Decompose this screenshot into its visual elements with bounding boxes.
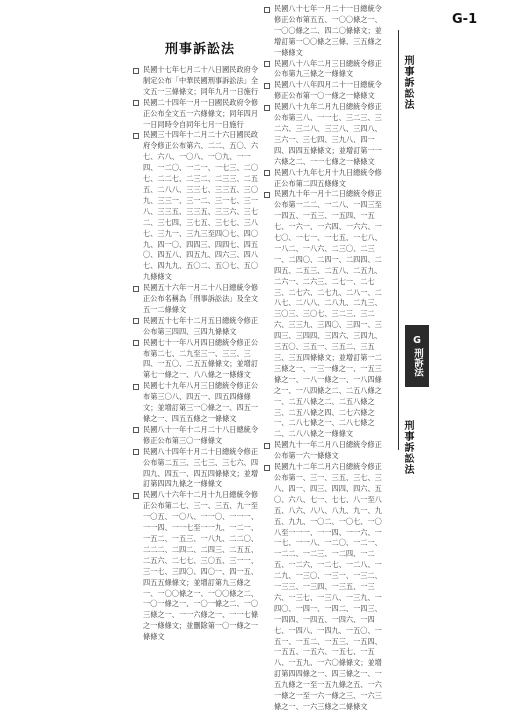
document-title: 刑事訴訟法: [164, 42, 235, 57]
entry-text: 民國七十一年八月四日總統令修正公布第二七、二九至三一、三三、三四、一五〇、二五五條條文；並增訂第七一條之一、八八條之一條條文: [143, 337, 259, 380]
legislative-history-entry: [264, 4, 388, 59]
entry-text: 民國八十八年四月二十一日總統令修正公布第一〇一條之一條條文: [274, 80, 382, 101]
entry-bullet-icon: [133, 427, 139, 433]
entry-text: 民國九十二年二月六日總統令修正公布第一、三一、三五、三七、三八、四一、四三、四四、四六、五〇、六八、七一、七七、八一至八五、八六、八八、八九、九一、九五、九九、一〇二、一〇七、一〇八至一一一、一一四、一一六、一一七、一一八、一二〇、一二一、一二二、一二三、一二四、一二五、一二六、一二七、一二八、一二九、一三〇、一三一、一三二、一三三、一三四、一三五、一三六、一三七、一三八、一三九、一四〇、一四一、一四二、一四三、一四四、一四五、一四六、一四七、一四八、一四九、一五〇、一五一、一五二、一五三、一五四、一五五、一五六、一五七、一五八、一五九、一六〇條條文；並增訂第四四條之一、四三條之一、一五九條之一至一五九條之五、一六一條之一至一六一條之三、一六三條之一、一六三條之二條條文: [274, 462, 382, 711]
entry-bullet-icon: [133, 286, 139, 292]
entry-text: 民國八十九年二月九日總統令修正公布第三八、一一七、三二三、三二六、三二八、三三八、三四八、三六一、三七四、三九八、四一四、四四五條條文；並增訂第一一六條之二、一一七條之一條條文: [274, 102, 382, 166]
entry-bullet-icon: [133, 318, 139, 324]
legislative-history-entry: [133, 98, 265, 131]
chapter-tab-top: 刑事訴訟法: [402, 55, 413, 110]
entry-bullet-icon: [264, 465, 270, 471]
entry-bullet-icon: [133, 100, 139, 106]
entry-bullet-icon: [133, 68, 139, 74]
entry-text: 民國五十七年十二月五日總統令修正公布第三四四、三四九條條文: [143, 315, 259, 336]
legislative-history-entry: [133, 490, 265, 643]
entry-text: 民國三十四年十二月二十六日國民政府令修正公布第六、二二、五〇、六七、六八、一〇八、一〇九、一一四、一二〇、一二一、一七三、二〇七、二二七、二三二、二三三、二五五、二八八、三三七、三三五、三〇九、三三一、三一二、三一七、三一八、三三五、三三五、三三六、三七二、三七四、三七五、三七七、三八七、三九一、三九三至四〇七、四〇九、四一〇、四四三、四四七、四五〇、四五八、四五九、四六三、四八七、四九九、五〇二、五〇七、五〇九條條文: [143, 130, 259, 282]
legislative-history-entry: [133, 65, 265, 98]
entry-text: 民國九十年一月十二日總統令修正公布第一二二、一二八、一四三至一四五、一五三、一五四、一五七、一六一、一六四、一六六、一七〇、一七一、一七五、一七八、一八二、一八六、二三〇、二三一、二四〇、二四一、二四四、二四五、二五三、二五八、二五九、二六一、二六三、二七一、二七三、二七六、二七九、二八一、二八七、二八八、二八九、二九三、三〇三、三〇七、三二三、三二六、三三九、三四〇、三四一、三四三、三四四、三四六、三四九、三五〇、三五一、三五二、三五三、三五四條條文；並增訂第一二三條之一、一三一條之一、一五三條之一、一八一條之一、一八四條之一、一八四條之二、二五八條之一、二五八條之二、二五八條之三、二五八條之四、二七六條之一、二八七條之一、二八七條之二、二八八條之一條條文: [274, 189, 382, 439]
entry-bullet-icon: [264, 105, 270, 111]
entry-bullet-icon: [264, 192, 270, 198]
legislative-history-entry: [133, 381, 265, 425]
entry-text: 民國八十八年二月三日總統令修正公布第九三條之一條條文: [274, 58, 382, 79]
entry-bullet-icon: [264, 83, 270, 89]
entry-text: 民國八十九年七月十九日總統令修正公布第二四五條條文: [274, 167, 382, 188]
legislative-history-entry: [264, 102, 388, 167]
legislative-history-entry: [264, 189, 388, 440]
chapter-tab-bottom: 刑事訴訟法: [402, 420, 413, 475]
legislative-history-entry: [133, 447, 265, 491]
entry-text: 民國八十七年一月二十一日總統令修正公布第五五、一〇〇條之一、一〇〇條之二、四二〇條條文；並增訂第一〇〇條之三條、三五條之一條條文: [274, 4, 382, 57]
legislative-history-entry: [264, 80, 388, 102]
legislative-history-entry: [133, 338, 265, 382]
section-thumb-label: 刑訴法: [412, 348, 423, 377]
entry-text: 民國十七年七月二十八日國民政府令制定公布「中華民國刑事訴訟法」全文五一三條條文；同年九月一日施行: [143, 65, 259, 96]
entry-text: 民國八十六年十二月十九日總統令修正公布第二七、三一、三五、九一至一〇五、一〇八、一一〇、一一一、一一四、一一七至一一九、一二一、一五二、一五三、一八九、二二〇、二二二、二四二、二四三、二五五、二五六、二七七、三〇五、三一一、三一七、三四〇、四〇一、四一五、四五五條條文；並增訂第九三條之一、一〇〇條之一、一〇〇條之二、一〇一條之一、一〇一條之二、一〇三條之一、一一六條之一、一一七條之一條條文；並刪除第一〇一條之一條條文: [143, 490, 259, 642]
section-thumb-tab[interactable]: [405, 325, 429, 387]
entry-bullet-icon: [264, 443, 270, 449]
entry-text: 民國二十四年一月一日國民政府令修正公布全文五一六條條文；同年四月一日同時令自同年七月一日施行: [143, 97, 259, 129]
legislative-history-entry: [264, 440, 388, 462]
entry-bullet-icon: [133, 384, 139, 390]
entry-bullet-icon: [133, 133, 139, 139]
legislative-history-entry: [133, 283, 265, 316]
entry-text: 民國九十一年二月八日總統令修正公布第一六一條條文: [274, 440, 382, 461]
entry-text: 民國八十四年十月二十日總統令修正公布第二五三、三七三、三七六、四四九、四五一、四五四條條文；並增訂第四四九條之一條條文: [143, 446, 259, 489]
middle-column: [264, 4, 388, 713]
entry-bullet-icon: [133, 493, 139, 499]
legislative-history-entry: [133, 130, 265, 283]
entry-text: 民國八十一年十二月二十八日總統令修正公布第三〇一條條文: [143, 424, 259, 445]
legislative-history-entry: [264, 168, 388, 190]
legislative-history-entry: [133, 316, 265, 338]
entry-bullet-icon: [133, 449, 139, 455]
entry-text: 民國七十九年八月三日總統令修正公布第三〇八、四五一、四五四條條文；並增訂第三一〇條之一、四五一條之一、四五五條之一條條文: [143, 381, 259, 423]
entry-text: 民國五十六年一月二十八日總統令修正公布名稱為「刑事訴訟法」及全文五一二條條文: [143, 283, 259, 314]
entry-bullet-icon: [264, 61, 270, 67]
page-number: G-1: [452, 12, 478, 27]
entry-bullet-icon: [264, 7, 270, 13]
legislative-history-entry: [264, 59, 388, 81]
entry-bullet-icon: [133, 340, 139, 346]
section-thumb-letter: G: [413, 335, 421, 347]
legislative-history-entry: [133, 425, 265, 447]
left-column: [133, 65, 265, 643]
section-divider: [398, 30, 399, 450]
entry-bullet-icon: [264, 170, 270, 176]
